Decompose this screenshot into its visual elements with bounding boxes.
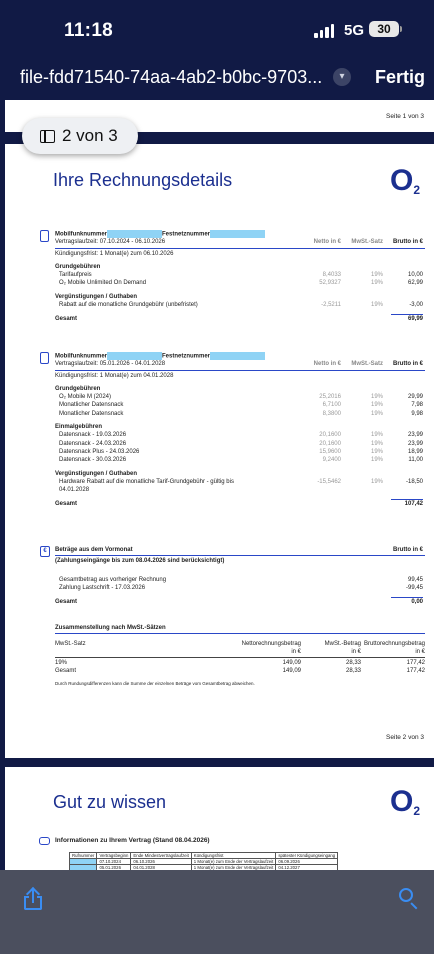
car-icon	[39, 837, 50, 845]
line-item: Monatlicher Datensnack 6,7100 19% 7,98	[59, 402, 423, 409]
redacted-number	[107, 352, 162, 360]
chevron-down-icon[interactable]: ▾	[333, 68, 351, 86]
share-icon[interactable]	[24, 888, 42, 910]
line-item: Tarifaufpreis 8,4033 19% 10,00	[59, 272, 423, 279]
contract-section-1: Mobilfunknummer Festnetznummer Vertragslaufzeit: 07.10.2024 - 06.10.2026 Netto in € MwSt.-Satz Brutto in € Kündigungsfrist: 1 Monat(e) zum 06.10.2026 Grundgebühren Tarifaufpreis 8,4033 19% 10,00 O₂ Mobile Unlimited On Demand 52,9327 19% 62,99 Vergünstigungen / Guthaben Rabatt auf die monatliche Grundgebühr (unbefristet) -2,5211 19% -3,00 Gesamt 69,99	[55, 230, 425, 324]
total-row: Gesamt 0,00	[55, 599, 423, 606]
o2-logo: $O_2$	[390, 785, 421, 818]
line-item: Datensnack - 30.03.2026 9,2400 19% 11,00	[59, 457, 423, 464]
table-row: 19% 149,09 28,33 177,42	[55, 660, 425, 667]
redacted-number	[107, 230, 162, 238]
search-icon[interactable]	[399, 888, 417, 906]
line-item: Gesamtbetrag aus vorheriger Rechnung 99,45	[59, 576, 423, 583]
pdf-page-2	[5, 144, 434, 758]
line-item: O₂ Mobile Unlimited On Demand 52,9327 19% 62,99	[59, 280, 423, 287]
previous-month-section: € Beträge aus dem Vormonat Brutto in € (Zahlungseingänge bis zum 08.04.2026 sind berücksichtigt) Gesamtbetrag aus vorheriger Rechnung 99,45 Zahlung Lastschrift - 17.03.2026 -99,45 Gesamt 0,00	[55, 546, 425, 606]
pages-icon	[40, 130, 55, 143]
line-item: Rabatt auf die monatliche Grundgebühr (unbefristet) -2,5211 19% -3,00	[59, 302, 423, 309]
file-name-title[interactable]: file-fdd71540-74aa-4ab2-b0bc-9703...	[20, 67, 323, 87]
redacted-number	[210, 230, 265, 238]
rounding-note: Durch Rundungsdifferenzen kann die Summe der einzelnen Beträge vom Gesamtbetrag abweichen.	[55, 681, 255, 687]
line-item: Hardware Rabatt auf die monatliche Tarif-Grundgebühr - gültig bis -15,5462 19% -18,50	[59, 478, 423, 485]
pdf-page-3	[5, 767, 434, 877]
table-row: Gesamt 149,09 28,33 177,42	[55, 668, 425, 675]
table-row: 05.01.2026 04.01.2028 1 Monat(e) zum Ende der Vertragslaufzeit 04.12.2027	[70, 865, 338, 871]
network-type: 5G	[344, 22, 365, 39]
o2-logo: $O_2$	[390, 164, 421, 197]
page-indicator-label: 2 von 3	[62, 126, 118, 145]
bottom-toolbar	[0, 870, 434, 954]
page-footer: Seite 2 von 3	[386, 734, 424, 741]
page-indicator[interactable]	[22, 118, 138, 154]
redacted-number	[210, 352, 265, 360]
line-item: Datensnack - 24.03.2026 20,1600 19% 23,99	[59, 440, 423, 447]
status-time: 11:18	[64, 20, 114, 41]
battery-icon: 30	[369, 21, 399, 37]
phone-icon	[40, 352, 49, 364]
line-item: Datensnack - 19.03.2026 20,1600 19% 23,99	[59, 432, 423, 439]
page-footer: Seite 1 von 3	[386, 113, 424, 120]
line-item: O₂ Mobile M (2024) 25,2016 19% 29,99	[59, 394, 423, 401]
done-button[interactable]: Fertig	[375, 67, 426, 87]
status-bar	[0, 0, 434, 58]
page-title: Ihre Rechnungsdetails	[53, 170, 233, 190]
vat-summary-section: Zusammenstellung nach MwSt.-Sätzen MwSt.-Satz Nettorechnungsbetrag MwSt.-Betrag Bruttorechnungsbetrag in € in € in € 19% 149,09 28,33 177,42 Gesamt 149,09 28,33 177,42 Durch Rundungsdifferenzen kann die Summe der einzelnen Beträge vom Gesamtbetrag abweichen.	[55, 625, 425, 687]
line-item: Monatlicher Datensnack 8,3800 19% 9,98	[59, 410, 423, 417]
euro-document-icon: €	[40, 546, 50, 557]
nav-bar	[0, 58, 434, 100]
contract-info-table: Rufnummer Vertragsbeginn Ende Mindestvertragslaufzeit Kündigungsfrist spätester Kündigungseingang 07.10.2024 06.10.2026 1 Monat(e) zum Ende der Vertragslaufzeit 06.09.2026 05.01.2026 04.01.2028 1 Monat(e) zum Ende der Vertragslaufzeit 04.12.2027	[69, 852, 338, 871]
page-title: Gut zu wissen	[53, 792, 167, 812]
phone-icon	[40, 230, 49, 242]
total-row: Gesamt 107,42	[55, 501, 423, 508]
total-row: Gesamt 69,99	[55, 316, 423, 323]
contract-info-title: Informationen zu Ihrem Vertrag (Stand 08.04.2026)	[55, 837, 210, 844]
line-item: Datensnack Plus - 24.03.2026 15,9600 19% 18,99	[59, 448, 423, 455]
table-row: 07.10.2024 06.10.2026 1 Monat(e) zum Ende der Vertragslaufzeit 06.09.2026	[70, 859, 338, 865]
contract-section-2: Mobilfunknummer Festnetznummer Vertragslaufzeit: 05.01.2026 - 04.01.2028 Netto in € MwSt.-Satz Brutto in € Kündigungsfrist: 1 Monat(e) zum 04.01.2028 Grundgebühren O₂ Mobile M (2024) 25,2016 19% 29,99 Monatlicher Datensnack 6,7100 19% 7,98 Monatlicher Datensnack 8,3800 19% 9,98 Einmalgebühren Datensnack - 19.03.2026 20,1600 19% 23,99 Datensnack - 24.03.2026 20,1600 19% 23,99 Datensnack Plus - 24.03.2026 15,9600 19% 18,99 Datensnack - 30.03.2026 9,2400 19% 11,00 Vergünstigungen / Guthaben Hardware Rabatt auf die monatliche Tarif-Grundgebühr - gültig bis -15,5462 19% -18,50 04.01.2028 Gesamt 107,42	[55, 352, 425, 509]
line-item: Zahlung Lastschrift - 17.03.2026 -99,45	[59, 584, 423, 591]
signal-icon	[314, 24, 334, 38]
